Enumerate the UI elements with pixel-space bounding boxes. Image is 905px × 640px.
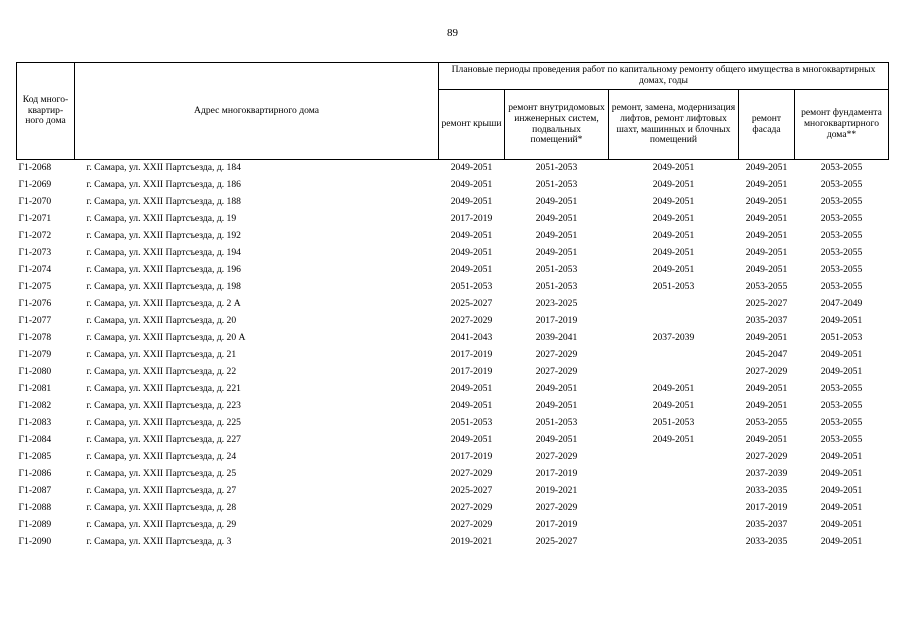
cell-engineering: 2051-2053 <box>535 417 578 429</box>
cell-address: г. Самара, ул. XXII Партсъезда, д. 223 <box>86 400 241 412</box>
cell-address: г. Самара, ул. XXII Партсъезда, д. 28 <box>86 502 237 514</box>
header-foundation: ремонт фундамента многоквартирного дома** <box>795 90 889 160</box>
cell-engineering: 2019-2021 <box>535 485 578 497</box>
cell-elevators: 2049-2051 <box>652 434 695 446</box>
cell-facade: 2049-2051 <box>745 383 788 395</box>
cell-elevators <box>609 449 739 466</box>
cell-elevators <box>609 466 739 483</box>
cell-engineering: 2049-2051 <box>535 247 578 259</box>
cell-code: Г1-2085 <box>18 451 52 463</box>
capital-repair-schedule-table <box>16 62 889 551</box>
cell-engineering: 2017-2019 <box>535 315 578 327</box>
cell-elevators <box>609 534 739 551</box>
cell-facade: 2049-2051 <box>745 332 788 344</box>
cell-facade: 2049-2051 <box>745 162 788 174</box>
cell-roof: 2049-2051 <box>450 247 493 259</box>
cell-elevators <box>609 364 739 381</box>
table-row <box>17 279 889 296</box>
cell-roof: 2049-2051 <box>450 400 493 412</box>
table-row <box>17 211 889 228</box>
cell-foundation: 2049-2051 <box>820 349 863 361</box>
cell-elevators <box>609 517 739 534</box>
cell-roof: 2027-2029 <box>450 519 493 531</box>
cell-foundation: 2053-2055 <box>820 230 863 242</box>
cell-code: Г1-2076 <box>18 298 52 310</box>
cell-engineering: 2051-2053 <box>535 162 578 174</box>
cell-address: г. Самара, ул. XXII Партсъезда, д. 2 А <box>86 298 241 310</box>
cell-elevators <box>609 500 739 517</box>
table-row <box>17 500 889 517</box>
cell-engineering: 2051-2053 <box>535 179 578 191</box>
cell-roof: 2051-2053 <box>450 281 493 293</box>
cell-elevators <box>609 313 739 330</box>
header-roof: ремонт крыши <box>439 90 505 160</box>
cell-foundation: 2049-2051 <box>820 451 863 463</box>
cell-engineering: 2049-2051 <box>535 196 578 208</box>
table-row <box>17 534 889 551</box>
cell-address: г. Самара, ул. XXII Партсъезда, д. 25 <box>86 468 237 480</box>
cell-code: Г1-2081 <box>18 383 52 395</box>
cell-foundation: 2053-2055 <box>820 417 863 429</box>
cell-engineering: 2049-2051 <box>535 213 578 225</box>
cell-code: Г1-2086 <box>18 468 52 480</box>
cell-address: г. Самара, ул. XXII Партсъезда, д. 19 <box>86 213 237 225</box>
cell-facade: 2049-2051 <box>745 434 788 446</box>
cell-facade: 2037-2039 <box>745 468 788 480</box>
cell-foundation: 2053-2055 <box>820 400 863 412</box>
cell-engineering: 2049-2051 <box>535 230 578 242</box>
table-body <box>17 160 889 552</box>
cell-elevators: 2049-2051 <box>652 213 695 225</box>
cell-address: г. Самара, ул. XXII Партсъезда, д. 227 <box>86 434 241 446</box>
cell-facade: 2033-2035 <box>745 536 788 548</box>
cell-code: Г1-2079 <box>18 349 52 361</box>
cell-foundation: 2049-2051 <box>820 502 863 514</box>
cell-roof: 2049-2051 <box>450 264 493 276</box>
cell-elevators: 2037-2039 <box>652 332 695 344</box>
cell-code: Г1-2077 <box>18 315 52 327</box>
page-number: 89 <box>447 27 458 39</box>
cell-address: г. Самара, ул. XXII Партсъезда, д. 20 <box>86 315 237 327</box>
cell-roof: 2017-2019 <box>450 451 493 463</box>
cell-address: г. Самара, ул. XXII Партсъезда, д. 21 <box>86 349 237 361</box>
cell-facade: 2027-2029 <box>745 366 788 378</box>
cell-facade: 2035-2037 <box>745 315 788 327</box>
header-code: Код много-квартир-ного дома <box>17 63 75 160</box>
cell-address: г. Самара, ул. XXII Партсъезда, д. 24 <box>86 451 237 463</box>
header-elevators: ремонт, замена, модернизация лифтов, ремонт лифтовых шахт, машинных и блочных помещений <box>609 90 739 160</box>
cell-roof: 2049-2051 <box>450 179 493 191</box>
cell-engineering: 2027-2029 <box>535 502 578 514</box>
cell-facade: 2049-2051 <box>745 247 788 259</box>
cell-foundation: 2053-2055 <box>820 434 863 446</box>
table-row <box>17 228 889 245</box>
cell-roof: 2049-2051 <box>450 434 493 446</box>
cell-address: г. Самара, ул. XXII Партсъезда, д. 188 <box>86 196 241 208</box>
cell-code: Г1-2071 <box>18 213 52 225</box>
cell-foundation: 2049-2051 <box>820 468 863 480</box>
cell-facade: 2049-2051 <box>745 264 788 276</box>
cell-facade: 2053-2055 <box>745 281 788 293</box>
cell-facade: 2017-2019 <box>745 502 788 514</box>
cell-elevators: 2049-2051 <box>652 383 695 395</box>
cell-code: Г1-2075 <box>18 281 52 293</box>
cell-code: Г1-2074 <box>18 264 52 276</box>
cell-code: Г1-2072 <box>18 230 52 242</box>
cell-roof: 2049-2051 <box>450 383 493 395</box>
cell-engineering: 2027-2029 <box>535 349 578 361</box>
cell-roof: 2017-2019 <box>450 213 493 225</box>
cell-foundation: 2049-2051 <box>820 485 863 497</box>
cell-foundation: 2053-2055 <box>820 383 863 395</box>
cell-elevators: 2051-2053 <box>652 417 695 429</box>
cell-address: г. Самара, ул. XXII Партсъезда, д. 184 <box>86 162 241 174</box>
table-row <box>17 398 889 415</box>
cell-code: Г1-2070 <box>18 196 52 208</box>
cell-elevators <box>609 483 739 500</box>
cell-roof: 2019-2021 <box>450 536 493 548</box>
cell-foundation: 2049-2051 <box>820 536 863 548</box>
cell-roof: 2041-2043 <box>450 332 493 344</box>
cell-elevators <box>609 347 739 364</box>
cell-address: г. Самара, ул. XXII Партсъезда, д. 225 <box>86 417 241 429</box>
cell-foundation: 2049-2051 <box>820 519 863 531</box>
cell-elevators: 2049-2051 <box>652 162 695 174</box>
cell-code: Г1-2080 <box>18 366 52 378</box>
cell-roof: 2025-2027 <box>450 485 493 497</box>
cell-roof: 2049-2051 <box>450 230 493 242</box>
cell-engineering: 2023-2025 <box>535 298 578 310</box>
cell-foundation: 2047-2049 <box>820 298 863 310</box>
cell-code: Г1-2087 <box>18 485 52 497</box>
table-row <box>17 347 889 364</box>
cell-foundation: 2053-2055 <box>820 196 863 208</box>
cell-facade: 2025-2027 <box>745 298 788 310</box>
cell-elevators <box>609 296 739 313</box>
table-row <box>17 449 889 466</box>
cell-facade: 2049-2051 <box>745 213 788 225</box>
cell-engineering: 2027-2029 <box>535 366 578 378</box>
cell-foundation: 2051-2053 <box>820 332 863 344</box>
cell-elevators: 2049-2051 <box>652 264 695 276</box>
table-row <box>17 381 889 398</box>
cell-code: Г1-2088 <box>18 502 52 514</box>
cell-address: г. Самара, ул. XXII Партсъезда, д. 22 <box>86 366 237 378</box>
cell-roof: 2025-2027 <box>450 298 493 310</box>
table-row <box>17 330 889 347</box>
cell-foundation: 2053-2055 <box>820 179 863 191</box>
table-row <box>17 517 889 534</box>
cell-address: г. Самара, ул. XXII Партсъезда, д. 221 <box>86 383 241 395</box>
cell-engineering: 2025-2027 <box>535 536 578 548</box>
cell-facade: 2049-2051 <box>745 196 788 208</box>
cell-facade: 2033-2035 <box>745 485 788 497</box>
cell-facade: 2049-2051 <box>745 230 788 242</box>
header-facade: ремонт фасада <box>739 90 795 160</box>
cell-roof: 2017-2019 <box>450 349 493 361</box>
header-address: Адрес многоквартирного дома <box>75 63 439 160</box>
cell-engineering: 2039-2041 <box>535 332 578 344</box>
table-header <box>17 63 889 160</box>
cell-roof: 2027-2029 <box>450 468 493 480</box>
table-row <box>17 160 889 178</box>
table-row <box>17 296 889 313</box>
cell-engineering: 2049-2051 <box>535 383 578 395</box>
table-row <box>17 313 889 330</box>
cell-foundation: 2053-2055 <box>820 281 863 293</box>
table-row <box>17 483 889 500</box>
cell-code: Г1-2089 <box>18 519 52 531</box>
cell-facade: 2049-2051 <box>745 400 788 412</box>
cell-engineering: 2051-2053 <box>535 281 578 293</box>
table-row <box>17 194 889 211</box>
cell-engineering: 2049-2051 <box>535 400 578 412</box>
cell-address: г. Самара, ул. XXII Партсъезда, д. 192 <box>86 230 241 242</box>
cell-roof: 2049-2051 <box>450 196 493 208</box>
cell-code: Г1-2082 <box>18 400 52 412</box>
cell-address: г. Самара, ул. XXII Партсъезда, д. 194 <box>86 247 241 259</box>
header-planned-periods: Плановые периоды проведения работ по капитальному ремонту общего имущества в многоквартирных домах, годы <box>439 63 889 90</box>
cell-code: Г1-2069 <box>18 179 52 191</box>
cell-address: г. Самара, ул. XXII Партсъезда, д. 20 А <box>86 332 246 344</box>
cell-foundation: 2049-2051 <box>820 366 863 378</box>
table-row <box>17 245 889 262</box>
cell-code: Г1-2073 <box>18 247 52 259</box>
cell-address: г. Самара, ул. XXII Партсъезда, д. 3 <box>86 536 232 548</box>
cell-code: Г1-2068 <box>18 162 52 174</box>
cell-address: г. Самара, ул. XXII Партсъезда, д. 27 <box>86 485 237 497</box>
cell-elevators: 2049-2051 <box>652 400 695 412</box>
cell-engineering: 2017-2019 <box>535 468 578 480</box>
cell-elevators: 2051-2053 <box>652 281 695 293</box>
cell-address: г. Самара, ул. XXII Партсъезда, д. 196 <box>86 264 241 276</box>
cell-roof: 2027-2029 <box>450 502 493 514</box>
cell-facade: 2053-2055 <box>745 417 788 429</box>
cell-address: г. Самара, ул. XXII Партсъезда, д. 186 <box>86 179 241 191</box>
cell-code: Г1-2083 <box>18 417 52 429</box>
table-row <box>17 466 889 483</box>
cell-roof: 2017-2019 <box>450 366 493 378</box>
cell-foundation: 2053-2055 <box>820 247 863 259</box>
cell-elevators: 2049-2051 <box>652 196 695 208</box>
cell-code: Г1-2078 <box>18 332 52 344</box>
cell-elevators: 2049-2051 <box>652 230 695 242</box>
cell-engineering: 2049-2051 <box>535 434 578 446</box>
table-row <box>17 415 889 432</box>
cell-code: Г1-2084 <box>18 434 52 446</box>
table-row <box>17 432 889 449</box>
cell-foundation: 2049-2051 <box>820 315 863 327</box>
cell-address: г. Самара, ул. XXII Партсъезда, д. 198 <box>86 281 241 293</box>
cell-code: Г1-2090 <box>18 536 52 548</box>
cell-roof: 2051-2053 <box>450 417 493 429</box>
cell-foundation: 2053-2055 <box>820 162 863 174</box>
cell-facade: 2049-2051 <box>745 179 788 191</box>
cell-roof: 2027-2029 <box>450 315 493 327</box>
table-row <box>17 177 889 194</box>
cell-elevators: 2049-2051 <box>652 247 695 259</box>
cell-facade: 2045-2047 <box>745 349 788 361</box>
table-row <box>17 262 889 279</box>
cell-engineering: 2017-2019 <box>535 519 578 531</box>
cell-facade: 2027-2029 <box>745 451 788 463</box>
header-engineering: ремонт внутридомовых инженерных систем, подвальных помещений* <box>505 90 609 160</box>
table-row <box>17 364 889 381</box>
cell-engineering: 2051-2053 <box>535 264 578 276</box>
cell-elevators: 2049-2051 <box>652 179 695 191</box>
cell-foundation: 2053-2055 <box>820 264 863 276</box>
cell-engineering: 2027-2029 <box>535 451 578 463</box>
cell-facade: 2035-2037 <box>745 519 788 531</box>
cell-roof: 2049-2051 <box>450 162 493 174</box>
cell-foundation: 2053-2055 <box>820 213 863 225</box>
cell-address: г. Самара, ул. XXII Партсъезда, д. 29 <box>86 519 237 531</box>
